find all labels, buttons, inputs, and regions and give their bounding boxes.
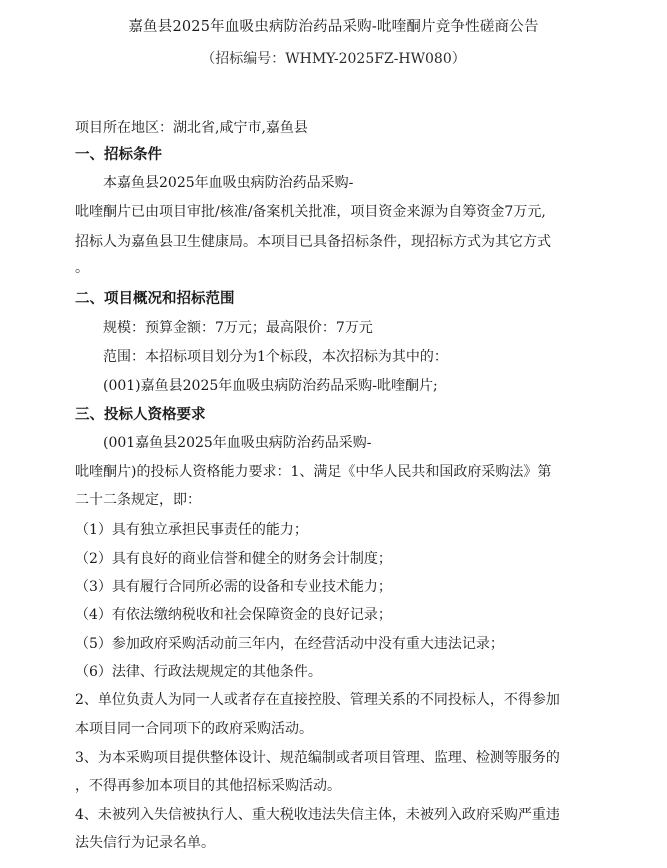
paragraph-line: 法失信行为记录名单。 bbox=[75, 835, 215, 851]
paragraph-line: 本项目同一合同项下的政府采购活动。 bbox=[75, 721, 313, 737]
tender-scope: 范围：本招标项目划分为1个标段，本次招标为其中的： bbox=[103, 349, 448, 365]
document-title: 嘉鱼县2025年血吸虫病防治药品采购-吡喹酮片竞争性磋商公告 bbox=[128, 19, 539, 35]
tender-number: （招标编号：WHMY-2025FZ-HW080） bbox=[201, 51, 466, 67]
project-region: 项目所在地区：湖北省,咸宁市,嘉鱼县 bbox=[75, 120, 308, 136]
paragraph-line: 本嘉鱼县2025年血吸虫病防治药品采购- bbox=[103, 175, 354, 191]
lot-item: (001)嘉鱼县2025年血吸虫病防治药品采购-吡喹酮片; bbox=[103, 378, 438, 394]
budget-scale: 规模：预算金额：7万元；最高限价：7万元 bbox=[103, 320, 373, 336]
paragraph-line: 二十二条规定，即： bbox=[75, 492, 201, 508]
paragraph-line: 4、未被列入失信被执行人、重大税收违法失信主体，未被列入政府采购严重违 bbox=[75, 807, 560, 823]
paragraph-line: 。 bbox=[75, 260, 89, 276]
condition-item: （3）具有履行合同所必需的设备和专业技术能力； bbox=[75, 579, 392, 595]
paragraph-line: 招标人为嘉鱼县卫生健康局。本项目已具备招标条件，现招标方式为其它方式 bbox=[75, 234, 551, 250]
paragraph-line: (001嘉鱼县2025年血吸虫病防治药品采购- bbox=[103, 435, 372, 451]
condition-item: （5）参加政府采购活动前三年内，在经营活动中没有重大违法记录； bbox=[75, 636, 504, 652]
condition-item: （2）具有良好的商业信誉和健全的财务会计制度； bbox=[75, 551, 392, 567]
condition-item: （6）法律、行政法规规定的其他条件。 bbox=[75, 664, 322, 680]
condition-item: （4）有依法缴纳税收和社会保障资金的良好记录； bbox=[75, 607, 392, 623]
section-heading-conditions: 一、招标条件 bbox=[75, 147, 162, 163]
condition-item: （1）具有独立承担民事责任的能力； bbox=[75, 522, 308, 538]
paragraph-line: ，不得再参加本项目的其他招标采购活动。 bbox=[75, 778, 341, 794]
paragraph-line: 吡喹酮片)的投标人资格能力要求：1、满足《中华人民共和国政府采购法》第 bbox=[75, 464, 552, 480]
section-heading-overview: 二、项目概况和招标范围 bbox=[75, 291, 235, 307]
paragraph-line: 吡喹酮片已由项目审批/核准/备案机关批准，项目资金来源为自筹资金7万元, bbox=[75, 204, 546, 220]
paragraph-line: 3、为本采购项目提供整体设计、规范编制或者项目管理、监理、检测等服务的 bbox=[75, 750, 560, 766]
paragraph-line: 2、单位负责人为同一人或者存在直接控股、管理关系的不同投标人，不得参加 bbox=[75, 692, 560, 708]
section-heading-qualifications: 三、投标人资格要求 bbox=[75, 407, 206, 423]
